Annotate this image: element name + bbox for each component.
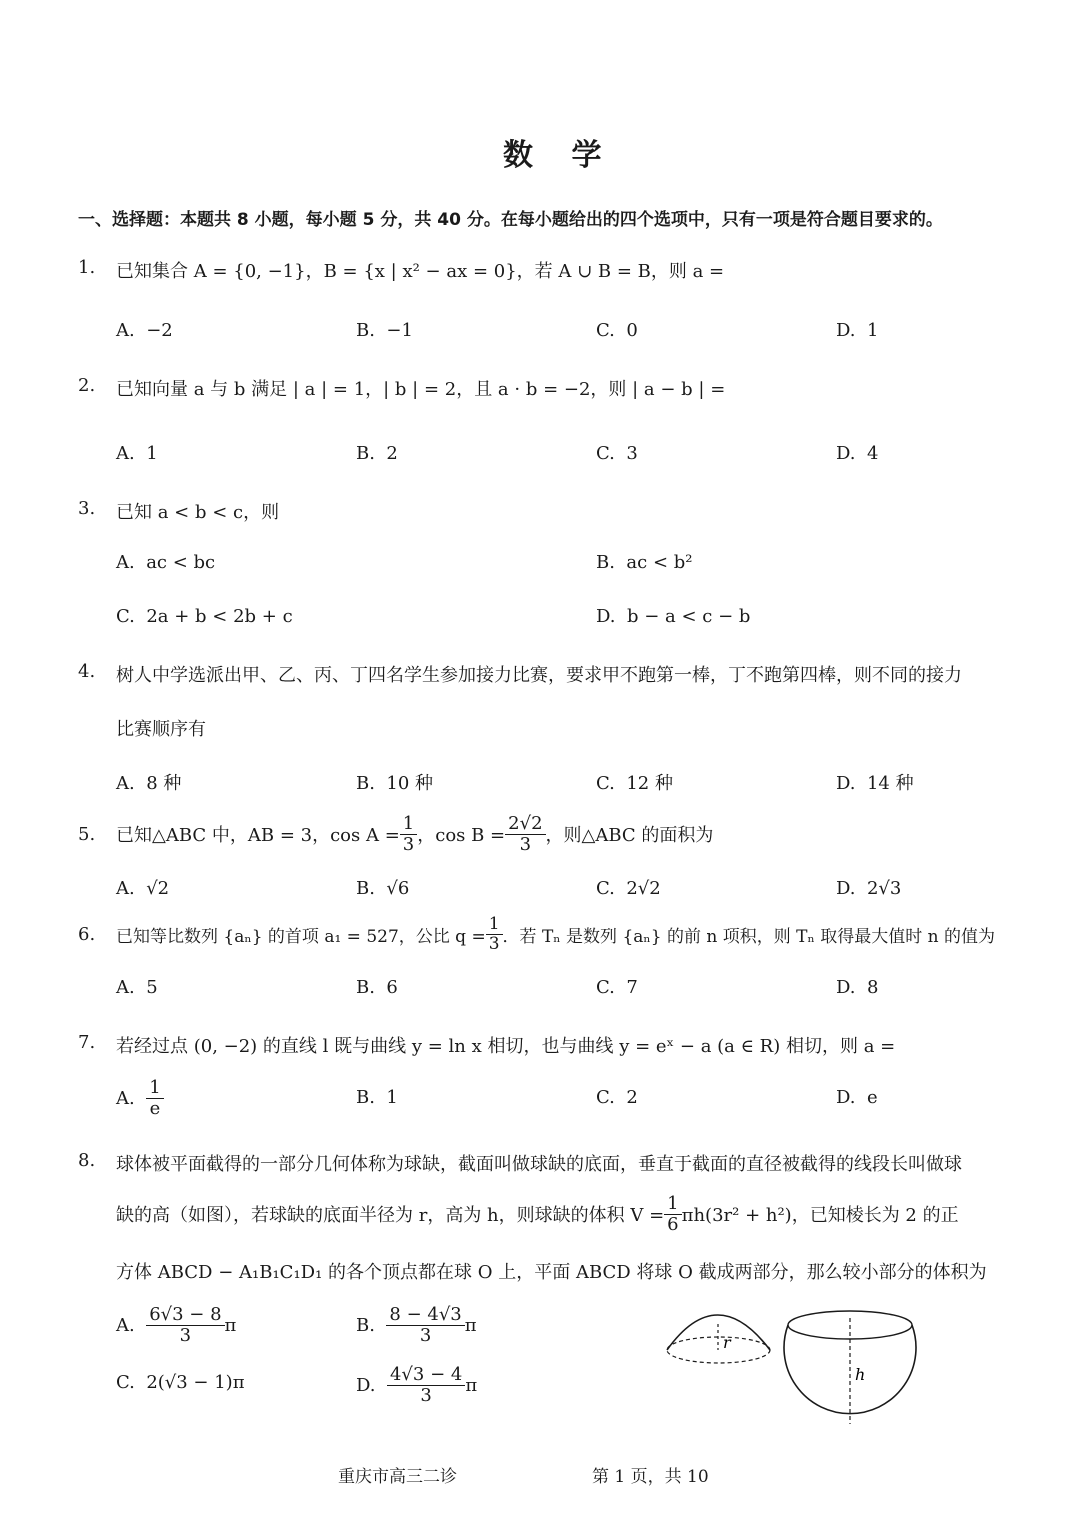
question-6-number: 6. [78,924,96,945]
q4-option-b: 10 种 [386,773,434,794]
question-5-number: 5. [78,824,96,845]
q2-option-c: 3 [626,443,638,464]
q2-option-a-label: A. [116,443,135,464]
q6-option-a: 5 [146,977,158,998]
q5-frac-cosA-den: 3 [402,833,415,855]
q6-option-d-label: D. [836,977,856,998]
question-4-number: 4. [78,661,96,682]
q3-option-a: ac < bc [146,552,216,573]
q6-option-c-label: C. [596,977,615,998]
q1-option-a: −2 [146,320,173,341]
q1-option-c-label: C. [596,320,615,341]
q8-stem-part-3: πh(3r² + h²)，已知棱长为 2 的正 [681,1205,959,1226]
q3-option-b: ac < b² [626,552,693,573]
q6-option-a-label: A. [116,977,135,998]
cap-r-label: r [723,1333,731,1352]
q6-option-b-label: B. [356,977,375,998]
q5-option-c: 2√2 [626,878,661,899]
q7-option-a [116,1072,164,1124]
q5-stem-part-2: ，cos B = [417,825,506,846]
q5-option-c-label: C. [596,878,615,899]
q3-option-b-label: B. [596,552,615,573]
q5-option-a: √2 [146,878,170,899]
q1-option-b-label: B. [356,320,375,341]
q5-frac-cosA-num: 1 [400,814,417,835]
q2-option-c-label: C. [596,443,615,464]
q2-option-d-label: D. [836,443,856,464]
spherical-cap-figure [655,1300,925,1430]
q5-frac-cosB-den: 3 [519,833,532,855]
q1-option-d-label: D. [836,320,856,341]
q5-option-d-label: D. [836,878,856,899]
q7-option-b-label: B. [356,1087,375,1108]
q8-option-b-frac [386,1305,464,1346]
q3-option-c-label: C. [116,606,135,627]
q8-option-a-pi: π [224,1314,237,1336]
q8-option-b-num: 8 − 4√3 [386,1305,464,1326]
q8-option-b-den: 3 [419,1324,432,1346]
q7-option-d: e [866,1087,878,1108]
q5-frac-cosB [505,814,545,855]
large-cap-h-label: h [855,1365,866,1384]
question-5-stem [116,808,713,860]
q5-frac-cosA [400,814,417,855]
q3-option-a-label: A. [116,552,135,573]
q5-option-b-label: B. [356,878,375,899]
q5-stem-part-3: ，则△ABC 的面积为 [545,825,714,846]
footer-school: 重庆市高三二诊 [338,1467,457,1487]
question-6-stem [116,908,995,960]
question-8-stem-line-2 [116,1188,959,1240]
question-3-stem: 已知 a < b < c，则 [116,502,280,523]
question-3-number: 3. [78,498,96,519]
q4-option-d: 14 种 [866,773,914,794]
q4-option-c: 12 种 [626,773,673,794]
q8-stem-part-2: 缺的高（如图），若球缺的底面半径为 r，高为 h，则球缺的体积 V = [116,1205,665,1226]
q6-option-b: 6 [386,977,398,998]
question-8-number: 8. [78,1150,96,1171]
q4-option-c-label: C. [596,773,615,794]
q8-option-b-label: B. [356,1314,375,1336]
q4-option-a-label: A. [116,773,135,794]
q5-frac-cosB-num: 2√2 [505,814,545,835]
q7-option-a-den: e [149,1097,161,1119]
q8-option-a [116,1298,236,1352]
q4-option-d-label: D. [836,773,856,794]
question-4-stem-line-1: 树人中学选派出甲、乙、丙、丁四名学生参加接力比赛，要求甲不跑第一棒，丁不跑第四棒，则不同的接力 [116,665,962,686]
question-1-stem: 已知集合 A = {0, −1}，B = {x | x² − ax = 0}，若 A ∪ B = B，则 a = [116,261,725,282]
q8-option-a-num: 6√3 − 8 [146,1305,224,1326]
q7-option-a-num: 1 [146,1078,163,1099]
q5-option-d: 2√3 [866,878,902,899]
q8-frac-volume-den: 6 [667,1213,679,1235]
q8-option-c-label: C. [116,1372,135,1393]
q5-option-a-label: A. [116,878,135,899]
q6-option-c: 7 [626,977,638,998]
q8-option-d-pi: π [465,1374,478,1396]
q8-option-d [356,1358,477,1412]
q8-option-c: 2(√3 − 1)π [146,1372,245,1393]
q8-frac-volume [664,1194,681,1235]
question-7-number: 7. [78,1032,96,1053]
q6-stem-part-2: ．若 Tₙ 是数列 {aₙ} 的前 n 项积，则 Tₙ 取得最大值时 n 的值为 [502,926,995,947]
question-4-stem-line-2: 比赛顺序有 [116,719,206,740]
q2-option-a: 1 [146,443,158,464]
q7-option-a-label: A. [116,1087,135,1109]
q1-option-a-label: A. [116,320,135,341]
q6-frac-q [486,915,503,953]
question-7-stem: 若经过点 (0, −2) 的直线 l 既与曲线 y = ln x 相切，也与曲线 y = eˣ − a (a ∈ R) 相切，则 a = [116,1036,896,1057]
footer-page-number: 第 1 页，共 10 [592,1467,709,1487]
q5-option-b: √6 [386,878,410,899]
question-8-stem-line-1: 球体被平面截得的一部分几何体称为球缺，截面叫做球缺的底面，垂直于截面的直径被截得的线段长叫做球 [116,1154,962,1175]
q7-option-d-label: D. [836,1087,856,1108]
page-title: 数 学 [503,138,616,173]
q2-option-b-label: B. [356,443,375,464]
question-1-number: 1. [78,257,96,278]
q8-option-d-frac [387,1365,465,1406]
q8-option-b [356,1298,477,1352]
q7-option-a-frac [146,1078,163,1119]
q2-option-d: 4 [866,443,879,464]
q4-option-b-label: B. [356,773,375,794]
question-8-stem-line-4: 方体 ABCD − A₁B₁C₁D₁ 的各个顶点都在球 O 上，平面 ABCD 将球 O 截成两部分，那么较小部分的体积为 [116,1262,987,1283]
q1-option-c: 0 [626,320,638,341]
q1-option-b: −1 [386,320,413,341]
q3-option-d: b − a < c − b [626,606,751,627]
q4-option-a: 8 种 [146,773,182,794]
q7-option-c-label: C. [596,1087,615,1108]
q5-stem-part-1: 已知△ABC 中，AB = 3，cos A = [116,825,400,846]
question-2-number: 2. [78,375,96,396]
q7-option-b: 1 [386,1087,398,1108]
q8-option-a-frac [146,1305,224,1346]
q2-option-b: 2 [386,443,398,464]
q8-option-d-label: D. [356,1374,376,1396]
q6-frac-q-den: 3 [488,933,500,954]
question-2-stem: 已知向量 a 与 b 满足 | a | = 1，| b | = 2，且 a · b = −2，则 | a − b | = [116,379,726,400]
q8-option-b-pi: π [464,1314,477,1336]
q8-frac-volume-num: 1 [664,1194,681,1215]
q8-option-a-label: A. [116,1314,135,1336]
q6-frac-q-num: 1 [486,915,503,935]
q8-option-d-num: 4√3 − 4 [387,1365,465,1386]
q6-stem-part-1: 已知等比数列 {aₙ} 的首项 a₁ = 527，公比 q = [116,926,486,947]
q7-option-c: 2 [626,1087,638,1108]
q1-option-d: 1 [866,320,879,341]
q8-option-d-den: 3 [420,1384,432,1406]
section-header: 一、选择题：本题共 8 小题，每小题 5 分，共 40 分。在每小题给出的四个选项中，只有一项是符合题目要求的。 [78,210,943,230]
q3-option-d-label: D. [596,606,616,627]
q3-option-c: 2a + b < 2b + c [146,606,293,627]
q8-option-a-den: 3 [179,1324,192,1346]
q6-option-d: 8 [866,977,879,998]
